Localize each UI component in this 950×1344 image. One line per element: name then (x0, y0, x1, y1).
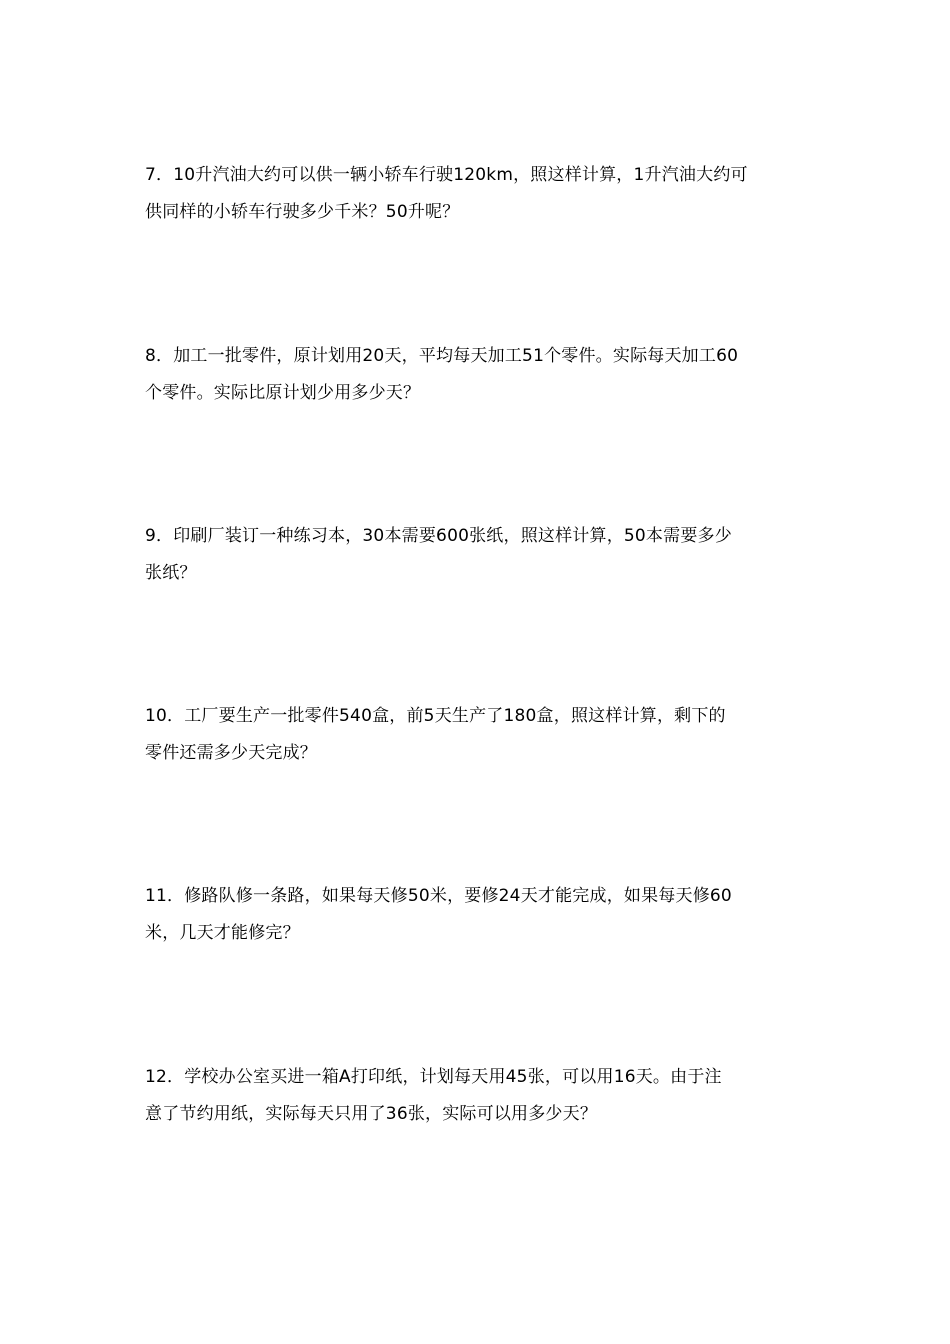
problem-11-line-2: 米，几天才能修完？ (145, 923, 300, 943)
problem-10-line-2: 零件还需多少天完成？ (145, 743, 317, 763)
problem-7 (145, 157, 815, 231)
problem-8 (145, 338, 815, 412)
problem-7-line-1: 7．10升汽油大约可以供一辆小轿车行驶120km，照这样计算，1升汽油大约可 (145, 165, 748, 185)
problem-9-line-2: 张纸？ (145, 563, 197, 583)
problem-8-line-2: 个零件。实际比原计划少用多少天？ (145, 383, 421, 403)
problem-10-line-1: 10．工厂要生产一批零件540盒，前5天生产了180盒，照这样计算，剩下的 (145, 706, 726, 726)
problem-12-line-2: 意了节约用纸，实际每天只用了36张，实际可以用多少天？ (145, 1104, 598, 1124)
problem-12 (145, 1059, 815, 1133)
problem-11-line-1: 11．修路队修一条路，如果每天修50米，要修24天才能完成，如果每天修60 (145, 886, 732, 906)
problem-9-line-1: 9．印刷厂装订一种练习本，30本需要600张纸，照这样计算，50本需要多少 (145, 526, 732, 546)
problem-12-line-1: 12．学校办公室买进一箱A打印纸，计划每天用45张，可以用16天。由于注 (145, 1067, 722, 1087)
problem-9 (145, 518, 815, 592)
problem-11 (145, 878, 815, 952)
problem-10 (145, 698, 815, 772)
problem-7-line-2: 供同样的小轿车行驶多少千米？50升呢？ (145, 202, 460, 222)
problem-8-line-1: 8．加工一批零件，原计划用20天，平均每天加工51个零件。实际每天加工60 (145, 346, 739, 366)
